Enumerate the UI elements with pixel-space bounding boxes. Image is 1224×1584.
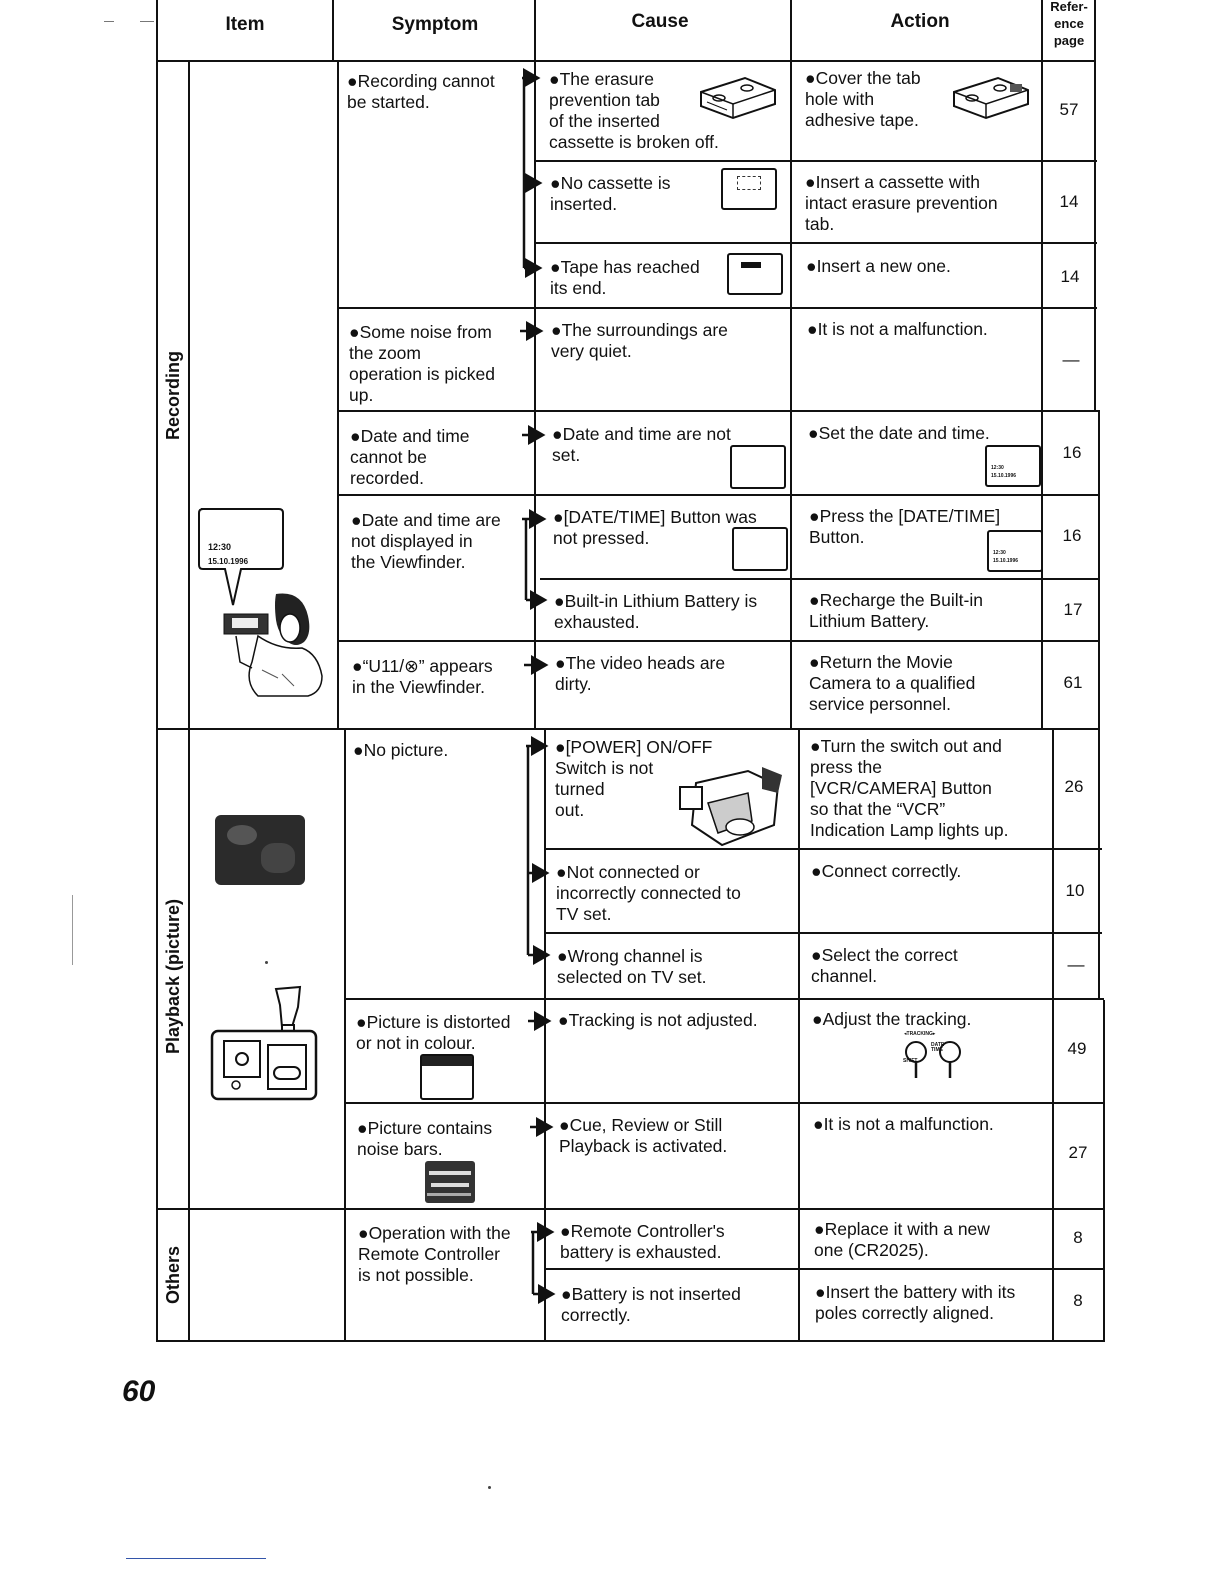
cause-text: ●The video heads are dirty. [555, 653, 726, 694]
reference-page: 16 [1062, 443, 1082, 462]
cause-text: ●Wrong channel is selected on TV set. [557, 946, 707, 987]
action-text: ●Insert a new one. [806, 256, 951, 276]
header-item: Item [225, 14, 265, 35]
cause-text: ●[POWER] ON/OFF Switch is not turned out. [555, 737, 713, 820]
page-number: 60 [122, 1375, 156, 1408]
reference-page: — [1062, 350, 1080, 369]
reference-page: 61 [1063, 673, 1083, 692]
action-text: ●It is not a malfunction. [813, 1114, 994, 1134]
bottom-rule [126, 1558, 266, 1559]
cassette-tab-broken-icon [697, 74, 779, 122]
reference-page: 8 [1073, 1291, 1083, 1310]
section-label-recording: Recording [163, 350, 183, 440]
person-with-camcorder-illustration [218, 590, 330, 700]
dark-screen-picture [215, 815, 305, 885]
tracking-shift-label: SHIFT [903, 1058, 918, 1064]
reference-page: 26 [1064, 777, 1084, 796]
symptom-text: ●Recording cannot be started. [347, 71, 495, 112]
cassette-tape-cover-icon [950, 74, 1032, 122]
reference-page: 49 [1067, 1039, 1087, 1058]
action-text: ●Replace it with a new one (CR2025). [814, 1219, 990, 1260]
header-reference-page: Refer- ence page [1050, 0, 1088, 48]
camcorder-power-switch-illustration [678, 763, 786, 849]
symptom-text: ●Date and time are not displayed in the Viewfinder. [351, 510, 501, 572]
cause-text: ●No cassette is inserted. [550, 173, 671, 214]
viewfinder-date: 15.10.1996 [208, 557, 249, 566]
symptom-text: ●No picture. [353, 740, 449, 760]
reference-page: 8 [1073, 1228, 1083, 1247]
cause-text: ●[DATE/TIME] Button was not pressed. [553, 507, 757, 548]
camcorder-illustration [206, 985, 324, 1105]
action-text: ●Press the [DATE/TIME] Button. [809, 506, 1001, 547]
reference-page: 10 [1065, 881, 1085, 900]
viewfinder-time: 12:30 [208, 542, 232, 552]
empty-viewfinder-icon [732, 527, 788, 571]
symptom-text: ●Date and time cannot be recorded. [350, 426, 470, 488]
date-time-display-icon: 12:30 15.10.1996 [987, 530, 1043, 572]
symptom-text: ●Operation with the Remote Controller is not possible. [358, 1223, 511, 1285]
header-action: Action [890, 11, 950, 32]
reference-page: — [1067, 955, 1085, 974]
reference-page: 57 [1059, 100, 1079, 119]
action-text: ●Turn the switch out and press the [VCR/CAMERA] Button so that the “VCR” Indication Lamp lights up. [810, 736, 1009, 840]
date-time-display-icon: 12:30 15.10.1996 [985, 445, 1041, 487]
action-text: ●Insert a cassette with intact erasure prevention tab. [805, 172, 998, 234]
action-text: ●Return the Movie Camera to a qualified service personnel. [809, 652, 976, 714]
symptom-text: ●Picture contains noise bars. [357, 1118, 493, 1159]
print-dot [488, 1486, 491, 1489]
header-cause: Cause [631, 11, 689, 32]
cause-text: ●Not connected or incorrectly connected to TV set. [556, 862, 741, 924]
cause-text: ●Remote Controller's battery is exhausted. [560, 1221, 725, 1262]
header-symptom: Symptom [391, 14, 479, 35]
cause-text: ●The surroundings are very quiet. [551, 320, 728, 361]
symptom-text: ●Some noise from the zoom operation is picked up. [349, 322, 495, 405]
cause-text: ●Battery is not inserted correctly. [561, 1284, 741, 1325]
tracking-date-time-label: DATE TIME [931, 1042, 945, 1053]
reference-page: 17 [1063, 600, 1083, 619]
symptom-text: ●“U11/⊗” appears in the Viewfinder. [352, 656, 493, 697]
action-text: ●Set the date and time. [808, 423, 990, 443]
section-label-others: Others [163, 1245, 183, 1304]
cause-text: ●Tracking is not adjusted. [558, 1010, 758, 1030]
distorted-picture-icon [420, 1054, 474, 1100]
action-text: ●Insert the battery with its poles correctly aligned. [815, 1282, 1016, 1323]
empty-viewfinder-icon [730, 445, 786, 489]
action-text: ●Adjust the tracking. [812, 1009, 972, 1029]
reference-page: 14 [1059, 192, 1079, 211]
no-cassette-indicator-icon [721, 168, 777, 210]
action-text: ●Recharge the Built-in Lithium Battery. [809, 590, 983, 631]
print-dot [265, 961, 268, 964]
tape-end-indicator-icon [727, 253, 783, 295]
action-text: ●It is not a malfunction. [807, 319, 988, 339]
tracking-buttons-icon [900, 1032, 966, 1080]
action-text: ●Connect correctly. [811, 861, 962, 881]
symptom-text: ●Picture is distorted or not in colour. [356, 1012, 511, 1053]
reference-page: 27 [1068, 1143, 1088, 1162]
cause-text: ●Cue, Review or Still Playback is activated. [559, 1115, 728, 1156]
cause-text: ●Date and time are not set. [552, 424, 731, 465]
section-label-playback: Playback (picture) [163, 898, 183, 1054]
cause-text: ●The erasure prevention tab of the inserted cassette is broken off. [549, 69, 719, 152]
reference-page: 14 [1060, 267, 1080, 286]
action-text: ●Select the correct channel. [811, 945, 958, 986]
tracking-label: ◂TRACKING▸ [904, 1031, 936, 1037]
reference-page: 16 [1062, 526, 1082, 545]
noise-bars-picture [425, 1161, 475, 1203]
cause-text: ●Built-in Lithium Battery is exhausted. [554, 591, 758, 632]
action-text: ●Cover the tab hole with adhesive tape. [805, 68, 921, 130]
cause-text: ●Tape has reached its end. [550, 257, 700, 298]
